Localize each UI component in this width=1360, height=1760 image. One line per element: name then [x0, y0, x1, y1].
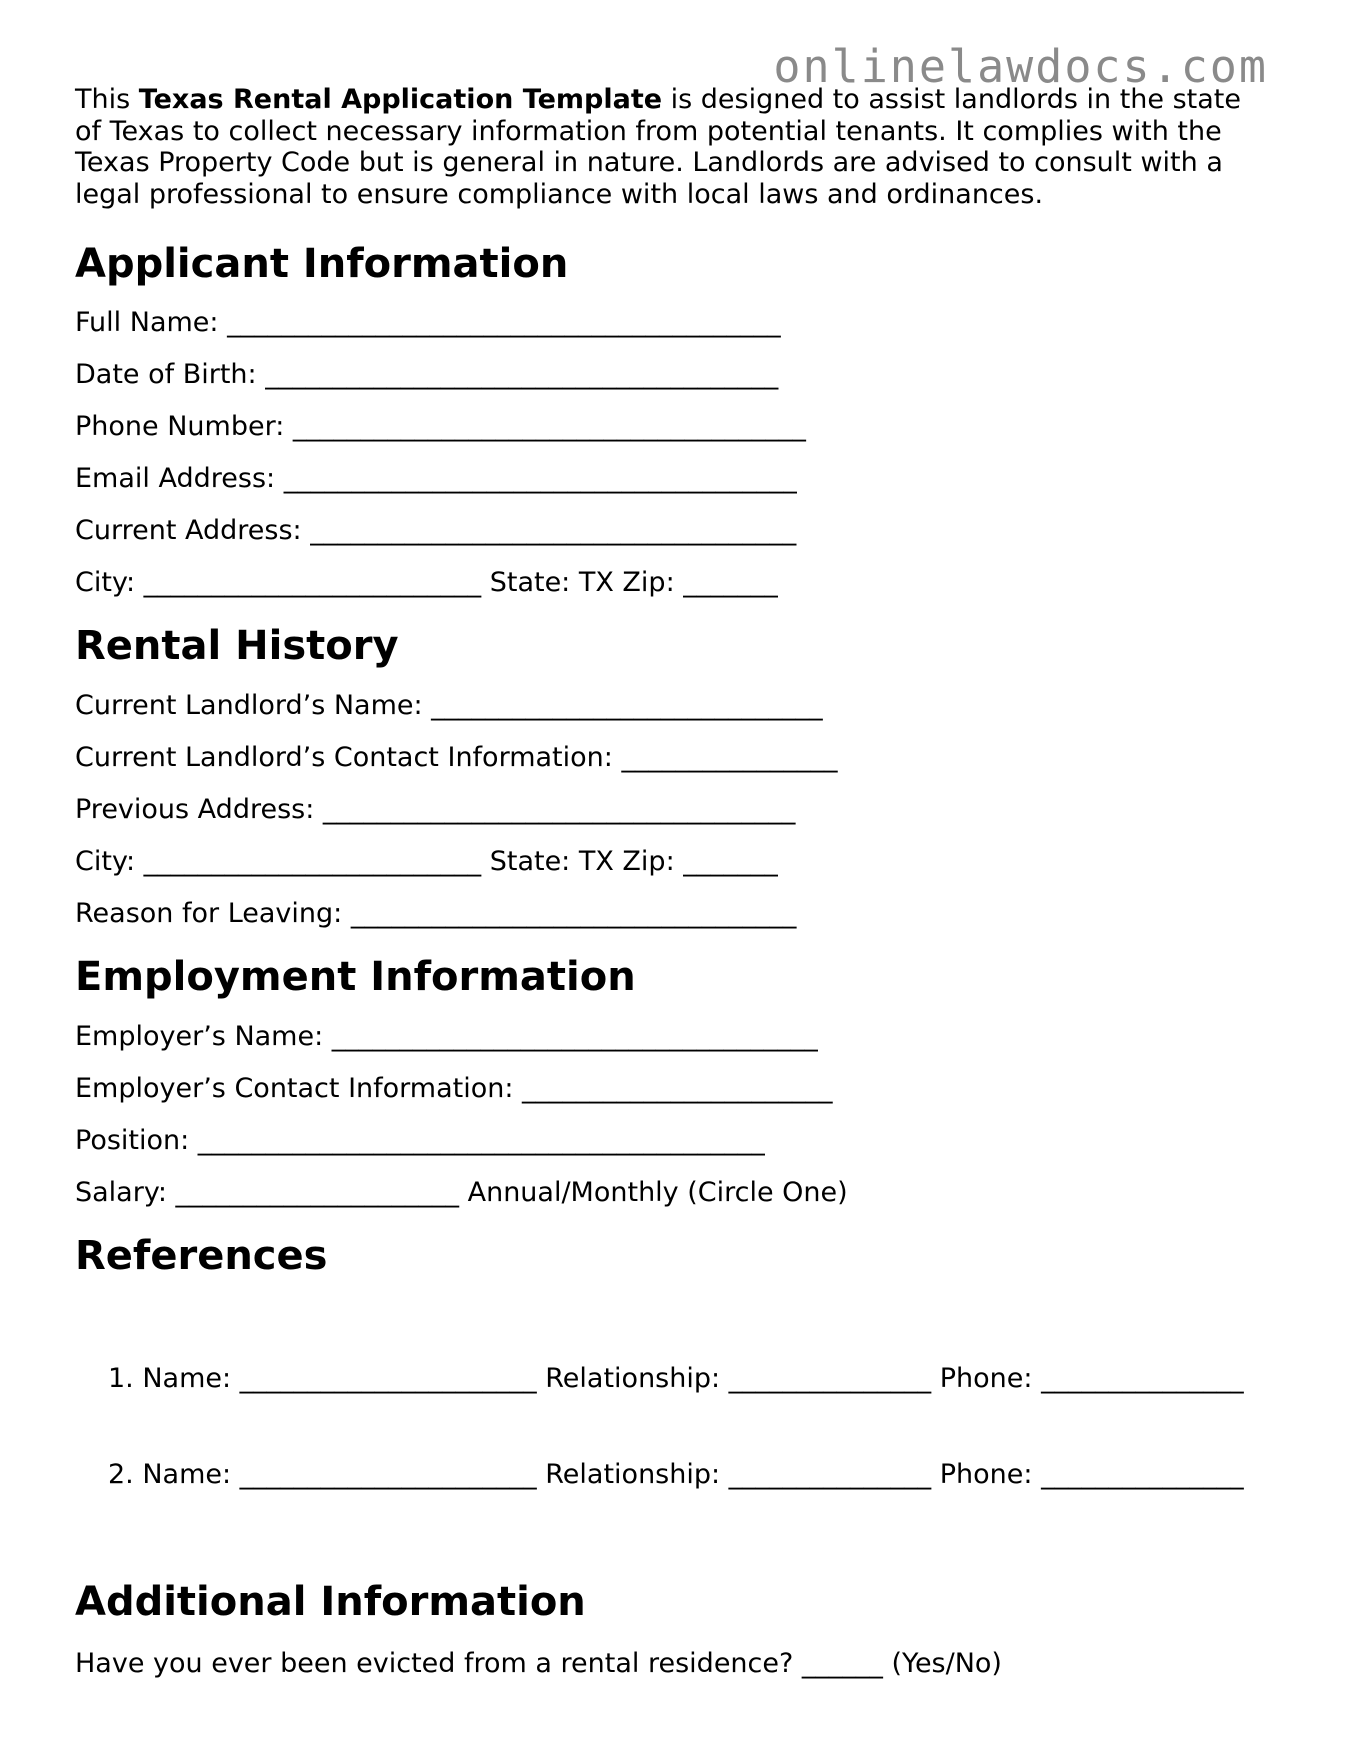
dob-field[interactable]: Date of Birth: ______________________________________ — [75, 359, 779, 390]
rental-history-heading: Rental History — [75, 623, 399, 669]
evicted-question[interactable]: Have you ever been evicted from a rental residence? ______ (Yes/No) — [75, 1648, 1002, 1679]
position-field[interactable]: Position: __________________________________________ — [75, 1125, 765, 1156]
landlord-contact-field[interactable]: Current Landlord’s Contact Information: ________________ — [75, 742, 838, 773]
reason-leaving-field[interactable]: Reason for Leaving: _________________________________ — [75, 898, 797, 929]
employer-name-field[interactable]: Employer’s Name: ____________________________________ — [75, 1021, 818, 1052]
landlord-name-field[interactable]: Current Landlord’s Name: _____________________________ — [75, 690, 823, 721]
previous-address-field[interactable]: Previous Address: ___________________________________ — [75, 794, 796, 825]
phone-field[interactable]: Phone Number: ______________________________________ — [75, 411, 806, 442]
intro-paragraph — [75, 84, 1275, 210]
references-list — [75, 1299, 1285, 1555]
watermark: onlinelawdocs.com — [773, 40, 1268, 93]
full-name-field[interactable]: Full Name: _________________________________________ — [75, 307, 781, 338]
reference-item[interactable]: 1. Name: ______________________ Relationship: _______________ Phone: _______________ — [108, 1363, 1244, 1394]
intro-prefix: This — [75, 84, 139, 115]
employment-heading: Employment Information — [75, 954, 636, 1000]
document-page — [75, 84, 1285, 1680]
previous-city-state-zip-field[interactable]: City: _________________________ State: TX Zip: _______ — [75, 846, 778, 877]
intro-bold-title: Texas Rental Application Template — [138, 84, 663, 115]
employer-contact-field[interactable]: Employer’s Contact Information: _______________________ — [75, 1073, 833, 1104]
intro-suffix: is designed to assist landlords in the state of Texas to collect necessary information from potential tenants. It complies with the Texas Property Code but is general in nature. Landlords are advised to consult with a legal professional to ensure compliance with local laws and ordinances. — [75, 84, 1242, 210]
reference-item[interactable]: 2. Name: ______________________ Relationship: _______________ Phone: _______________ — [108, 1459, 1244, 1490]
salary-field[interactable]: Salary: _____________________ Annual/Monthly (Circle One) — [75, 1177, 848, 1208]
email-field[interactable]: Email Address: ______________________________________ — [75, 463, 797, 494]
city-state-zip-field[interactable]: City: _________________________ State: TX Zip: _______ — [75, 567, 778, 598]
additional-heading: Additional Information — [75, 1579, 586, 1625]
applicant-heading: Applicant Information — [75, 241, 569, 287]
references-heading: References — [75, 1233, 328, 1279]
current-address-field[interactable]: Current Address: ____________________________________ — [75, 515, 797, 546]
